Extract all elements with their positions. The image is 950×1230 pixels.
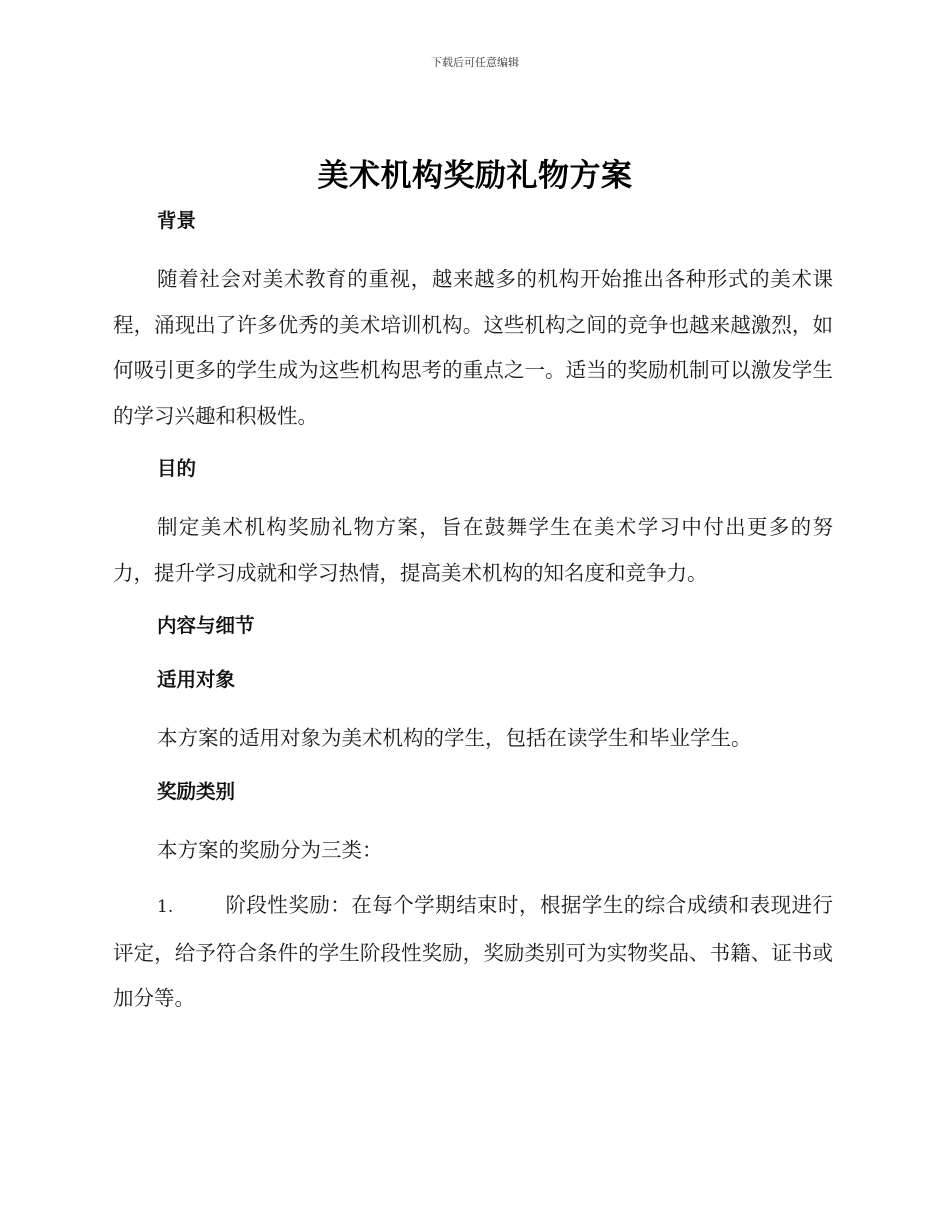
section-heading-background: 背景 <box>157 209 197 232</box>
list-item <box>113 883 833 1022</box>
section-heading-goal: 目的 <box>157 457 197 480</box>
paragraph-background: 随着社会对美术教育的重视，越来越多的机构开始推出各种形式的美术课程，涌现出了许多优秀的美术培训机构。这些机构之间的竞争也越来越激烈，如何吸引更多的学生成为这些机构思考的重点之一。适当的奖励机制可以激发学生的学习兴趣和积极性。 <box>113 267 833 428</box>
header-note: 下载后可任意编辑 <box>431 56 519 69</box>
document-title: 美术机构奖励礼物方案 <box>317 158 633 194</box>
paragraph-goal: 制定美术机构奖励礼物方案，旨在鼓舞学生在美术学习中付出更多的努力，提升学习成就和学习热情，提高美术机构的知名度和竞争力。 <box>113 515 833 585</box>
paragraph-categories-intro: 本方案的奖励分为三类： <box>157 837 383 862</box>
list-item-text: 阶段性奖励：在每个学期结束时，根据学生的综合成绩和表现进行评定，给予符合条件的学生阶段性奖励，奖励类别可为实物奖品、书籍、证书或加分等。 <box>113 893 833 1010</box>
section-heading-content-details: 内容与细节 <box>157 614 255 637</box>
section-heading-target: 适用对象 <box>157 668 236 691</box>
section-heading-categories: 奖励类别 <box>157 779 236 803</box>
document-body <box>113 205 833 1022</box>
paragraph-target: 本方案的适用对象为美术机构的学生，包括在读学生和毕业学生。 <box>157 726 752 750</box>
list-item-number: 1. <box>157 897 174 917</box>
